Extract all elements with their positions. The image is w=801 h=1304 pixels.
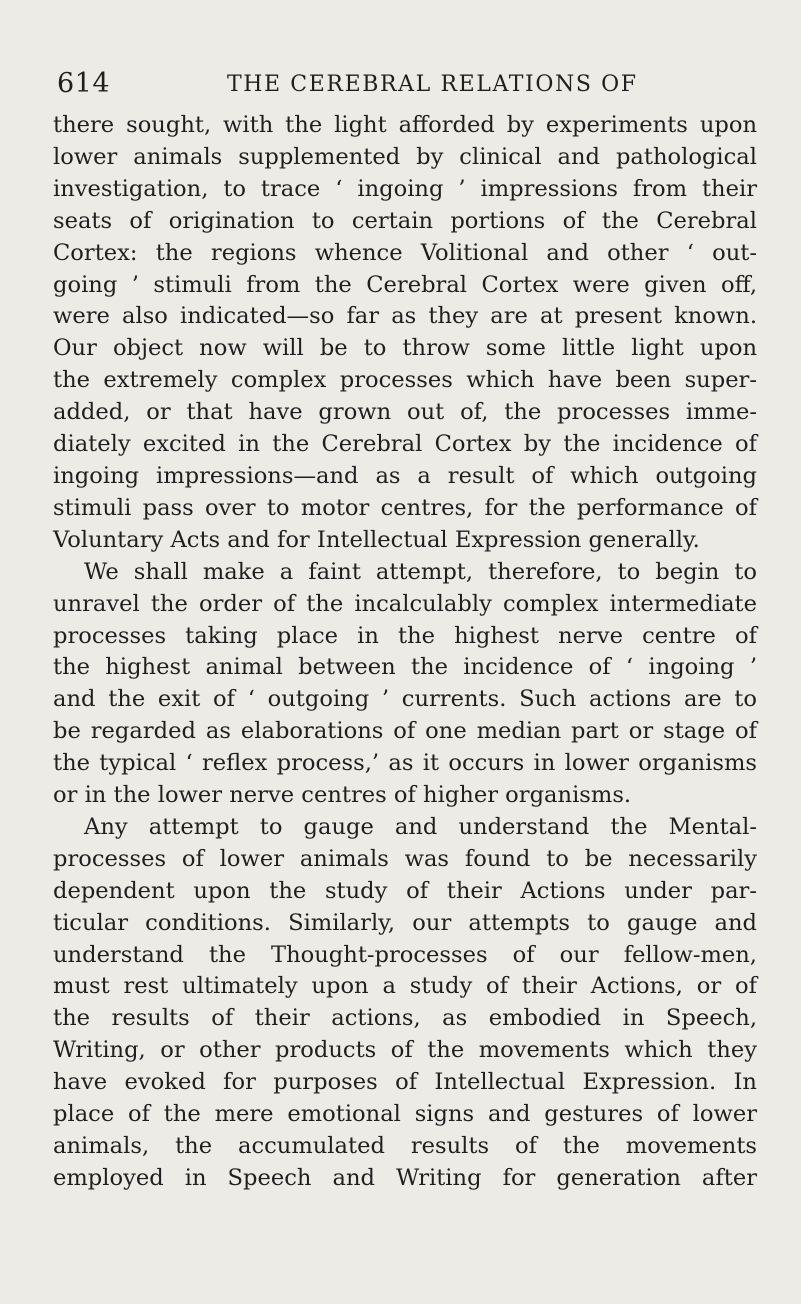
text-line: diately excited in the Cerebral Cortex by the incidence of [53, 431, 757, 458]
page-number: 614 [57, 68, 111, 99]
text-line: lower animals supplemented by clinical and pathological [53, 143, 757, 170]
text-line: the results of their actions, as embodied in Speech, [53, 1005, 757, 1032]
text-line: ticular conditions. Similarly, our attempts to gauge and [53, 909, 757, 936]
text-line: dependent upon the study of their Actions under par- [53, 877, 757, 904]
page-header [57, 68, 757, 108]
text-line: the highest animal between the incidence of ‘ ingoing ’ [53, 654, 757, 681]
text-line: processes of lower animals was found to be necessarily [53, 845, 757, 872]
text-line: have evoked for purposes of Intellectual Expression. In [53, 1069, 757, 1096]
text-line: animals, the accumulated results of the movements [53, 1133, 757, 1159]
text-line: Writing, or other products of the movements which they [53, 1037, 757, 1064]
text-line: were also indicated—so far as they are at present known. [53, 303, 757, 330]
text-line: understand the Thought-processes of our fellow-men, [53, 941, 757, 968]
text-line: added, or that have grown out of, the processes imme- [53, 399, 757, 426]
text-line: or in the lower nerve centres of higher organisms. [53, 782, 632, 809]
text-line: place of the mere emotional signs and gestures of lower [53, 1101, 757, 1128]
text-line: ingoing impressions—and as a result of which outgoing [53, 462, 757, 489]
text-line: there sought, with the light afforded by experiments upon [53, 112, 757, 138]
text-line: investigation, to trace ‘ ingoing ’ impressions from their [53, 175, 757, 202]
paragraph-start-line: We shall make a faint attempt, therefore, to begin to [84, 558, 757, 585]
text-line: Voluntary Acts and for Intellectual Expression generally. [53, 526, 700, 553]
text-line: processes taking place in the highest nerve centre of [53, 622, 757, 649]
text-line: the typical ‘ reflex process,’ as it occurs in lower organisms [53, 750, 757, 777]
running-head: THE CEREBRAL RELATIONS OF [227, 72, 638, 97]
text-line: Our object now will be to throw some little light upon [53, 335, 757, 362]
body-text [53, 110, 757, 1195]
text-line: going ’ stimuli from the Cerebral Cortex were given off, [53, 271, 757, 298]
text-line: stimuli pass over to motor centres, for the performance of [53, 494, 757, 521]
paragraph-start-line: Any attempt to gauge and understand the Mental- [84, 813, 757, 840]
text-line: must rest ultimately upon a study of their Actions, or of [53, 973, 757, 1000]
text-line: seats of origination to certain portions of the Cerebral [53, 207, 757, 234]
text-line: unravel the order of the incalculably complex intermediate [53, 590, 757, 617]
text-line: Cortex: the regions whence Volitional and other ‘ out- [53, 239, 757, 266]
text-line: employed in Speech and Writing for generation after [53, 1164, 757, 1191]
text-line: and the exit of ‘ outgoing ’ currents. Such actions are to [53, 686, 757, 713]
text-line: the extremely complex processes which have been super- [53, 367, 757, 394]
text-line: be regarded as elaborations of one median part or stage of [53, 718, 757, 745]
